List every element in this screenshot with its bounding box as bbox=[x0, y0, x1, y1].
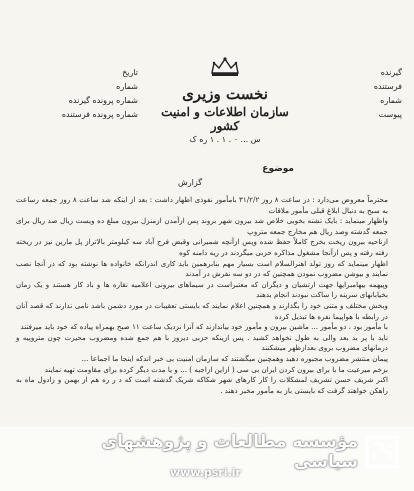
date-field-label: تاریخ bbox=[122, 68, 138, 77]
file-number-sender-label: شماره پرونده فرستنده bbox=[61, 110, 138, 119]
letterhead-title: نخست وزیری bbox=[182, 85, 268, 103]
body-line: بزخم میرعیت ما با برای بیرون کردن ایران بی سی ( ازاین ازاجبه ) ... و یا مدت دیگر کرده برای مقاومت تهیه نمایند bbox=[44, 364, 388, 374]
body-line: محترماً معروض می‌دارد : در ساعت ۸ روز ۳۱/۲/۲ بامأمور نفوذی اظهار داشت : بعد از اینکه شد ساعت ۸ روز جمعه رساعت به سبح به دنبال ابلاغ قبلی مأمور ملاقات bbox=[16, 195, 389, 215]
letterhead-reference: س ...‌ ۰ .‌ ۱ . ۱ ره ک bbox=[189, 135, 261, 144]
report-body bbox=[16, 195, 388, 396]
crown-emblem-icon bbox=[208, 55, 242, 79]
watermark-org-name: مؤسسه مطالعات و پژوهشهای سیاسی bbox=[101, 432, 358, 472]
copy-number-field-label: شماره bbox=[380, 96, 402, 105]
attachments-field-label: پیوست bbox=[378, 110, 402, 119]
body-line: وپیهمه بیهامبرایها جهت ارتشیان و دیگران که معتبراست در سیماهای بیرونی اعلامیه نقاره ها و باد کار هستند و یک زمان بخیابانهای سرینه را ساکت نبودند انجام بدهند bbox=[16, 279, 388, 300]
body-line: اکنر شریف حسن تشریف لمشکلات را کار کارهای شهر شکاکه شریک گدشته است که د ر ره هم از بهمن و زادول ماه به راهکن خواهند گرفت که بایستی باز به مأمور مخبر دهند . bbox=[16, 375, 388, 395]
header-left-fields bbox=[26, 66, 138, 122]
body-line: ازناحیه بیرون ریخت بخرج کاملاً حفظ شده وپس ازآنچه شمیرانی وقبض فرج آباد سه کیلومتر بالاتراز پل مارین نیز در ریخته رفته رفته و پس ازآنجا مشغول مذاکره حزبی میگردند در ریه دامنه کوه bbox=[16, 237, 388, 257]
body-line: ناید با پر بد بعد والی به طول نخواهد کشید . پس ازینکه حزبی دیروز با هم جمع شده ومضروب محیرت چون متروپیه و درمانهای مضروب بروی بعدازظهر میشکنند bbox=[16, 332, 388, 353]
header-right-fields bbox=[332, 66, 402, 122]
body-line: با مأمور بود ، دو مأمور ... ماشین بیرون و مأمور خود بیاندازند که آنرا نزدیک ساعت ۱۱ صبح بهمراه پیاده که خود باید میرفتند bbox=[20, 322, 388, 332]
letterhead-subtitle: سازمان اطلاعات و امنیت کشور bbox=[161, 105, 289, 133]
number-field-label: شماره bbox=[116, 82, 138, 91]
recipient-field-label: گیرنده bbox=[380, 68, 402, 77]
report-label: گزارش bbox=[178, 178, 203, 187]
body-line: پیمان منتشر مضروب مجبوره دهید وهمچنین میگشتند که سازمان امنیت بی خبر اندکه اینجا ما اجماعا ... bbox=[81, 353, 388, 363]
letterhead bbox=[150, 55, 300, 144]
sender-field-label: فرستنده bbox=[373, 82, 402, 91]
watermark-url: www.psri.ir bbox=[170, 466, 241, 479]
body-line: اظهار مینماید که روز تولد اهنرالسلام است بسیار مهم بنابرهمین باید کاری اندرانکه خانواده ها نوشته بود که در آنجا نصب نمایند و بیوشن مضروب نمودن همچنین که در دو سه نفرش در آمدند bbox=[16, 258, 388, 279]
body-line: وبخش مختلف و متنی خود را بگذارند و همچنین اعلام نمایند که بایستی تعقیبات در مورد دشمن باشد نامی ندارند که قصد آنان در رابطه با هواپیما نفره ها تبدیل کرده bbox=[16, 300, 388, 321]
subject-label: موضوع bbox=[262, 164, 294, 174]
file-number-recipient-label: شماره پرونده گیرنده bbox=[68, 96, 138, 105]
body-line: واظهار مینماید : بایک تشنه بخوبی خلاص شد بیرون شهر بروند پس ازآمدن ازمنزل بیرون مبلغ ده ویست ریال صد ریال برای جمعه گدشته وصد ریال هم مخارج جمعه متروپ bbox=[16, 216, 388, 236]
institute-logo-icon bbox=[364, 434, 400, 470]
